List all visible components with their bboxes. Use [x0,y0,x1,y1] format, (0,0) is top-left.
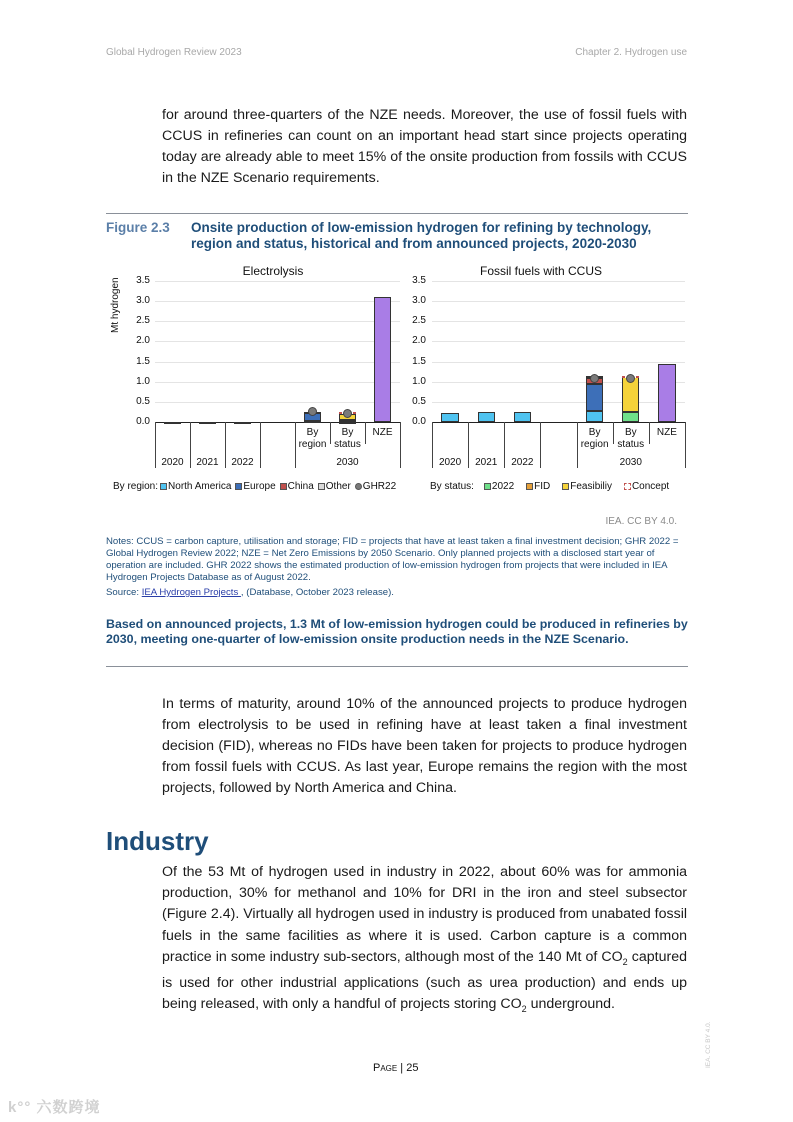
legend-label: Other [325,481,351,492]
category-separator [540,422,541,468]
category-label-2022: 2022 [231,457,254,468]
co2-subscript-1: 2 [622,956,628,967]
figure-label: Figure 2.3 [106,220,170,235]
y-tick-label: 1.0 [136,375,150,387]
gridline [155,362,400,363]
legend-region-other [318,481,351,492]
category-label-2022: 2022 [511,457,534,468]
bar-segment-north-america [441,413,458,422]
figure-title: Onsite production of low-emission hydrogen for refining by technology, region and status, historical and from announced projects, 2020-2030 [191,220,652,251]
page-number-value: 25 [406,1062,419,1074]
legend-swatch-icon [624,483,631,490]
industry-text-1: Of the 53 Mt of hydrogen used in industry in 2022, about 60% was for ammonia production, 30% for methanol and 10% for DRI in the iron and steel subsector (Figure 2.4). Virtually all hydrogen used in industry is produced from unabated fossil fuels in the same facilities as where it is used. Carbon capture is a common practice in some industry sub-sectors, although most of the 140 Mt of CO [162,864,687,965]
source-prefix: Source: [106,587,142,598]
legend-swatch-icon [235,483,242,490]
gridline [155,382,400,383]
source-link-iea-hydrogen-projects[interactable]: IEA Hydrogen Projects [141,587,241,598]
section-heading-industry: Industry [106,826,209,856]
page-number [373,1062,418,1074]
gridline [432,301,685,302]
legend-status-label: By status: [430,481,474,492]
legend-by-region [113,481,400,492]
y-tick-label: 0.0 [412,416,426,427]
bar-segment-north-america [304,421,321,423]
bar-segment-north-america [514,412,531,422]
bar-segment-nze [658,364,675,422]
gridline [155,301,400,302]
bar-segment-north-america [199,422,216,424]
category-label-by-status: By status [334,427,361,450]
page-separator: | [397,1062,407,1074]
legend-status-feasibiliy [562,481,612,492]
category-label-2021: 2021 [196,457,219,468]
gridline [155,321,400,322]
industry-text-3: underground. [526,996,615,1013]
category-label-nze: NZE [656,427,677,438]
figure-notes: Notes: CCUS = carbon capture, utilisation and storage; FID = projects that have at least taken a final investment decision; GHR 2022 = Global Hydrogen Review 2022; NZE = Net Zero Emissions by 2050 Scenario. Only planned projects with a disclosed start year of operation are included. GHR 2022 shows the estimated production of low-emission hydrogen from projects that were included in IEA Hydrogen Projects Database as of August 2022. [106,536,679,583]
industry-paragraph [162,862,687,1020]
legend-label: China [287,481,314,492]
gridline [432,382,685,383]
category-group-label-2030: 2030 [336,457,359,468]
figure-bottom-rule [106,666,688,667]
legend-swatch-icon [526,483,533,490]
gridline [432,321,685,322]
co2-subscript-2: 2 [521,1003,527,1014]
category-label-2021: 2021 [475,457,498,468]
gridline [432,402,685,403]
category-label-2020: 2020 [438,457,462,468]
legend-swatch-icon [160,483,167,490]
figure-source [106,587,688,599]
y-tick-label: 3.5 [136,275,150,286]
y-tick-label: 3.5 [412,275,426,286]
x-axis-line [432,422,685,423]
y-tick-label: 2.5 [136,315,150,327]
y-axis-label: Mt hydrogen [110,277,121,333]
intro-paragraph-text: for around three-quarters of the NZE needs. Moreover, the use of fossil fuels with CCUS in refineries can count on an important head start since projects operating today are already able to meet 15% of the onsite production from fossils with CCUS in the NZE Scenario requirements. [162,107,687,186]
category-separator [400,422,401,468]
figure-charts [0,0,793,500]
legend-swatch-icon [484,483,491,490]
legend-swatch-icon [280,483,287,490]
chart-title-fossil-ccus: Fossil fuels with CCUS [479,264,603,278]
y-tick-label: 0.0 [136,416,150,427]
source-suffix: , (Database, October 2023 release). [240,587,394,598]
y-tick-label: 3.0 [136,295,150,307]
legend-status-items [484,481,673,492]
y-tick-label: 0.5 [136,395,150,407]
legend-by-status [430,481,673,492]
bar-segment-north-america [586,411,603,422]
chart-title-electrolysis: Electrolysis [242,264,304,278]
category-label-2020: 2020 [161,457,184,468]
industry-text-2: captured is used for other industrial applications (such as urea production) and ends up being released, with only a handful of projects storing CO [162,948,687,1013]
bar-segment-north-america [164,422,181,424]
legend-label: Europe [243,481,276,492]
bar-segment-nze [374,297,391,422]
gridline [155,341,400,342]
category-separator [260,422,261,468]
category-label-by-status: By status [617,427,645,450]
legend-region-items [160,481,400,492]
page-word: Page [373,1062,398,1074]
maturity-paragraph-text: In terms of maturity, around 10% of the announced projects to produce hydrogen from electrolysis to be used in refining have at least taken a final investment decision (FID), whereas no FIDs have been taken for projects to produce hydrogen from fossil fuels with CCUS. As last year, Europe remains the region with the most projects, followed by North America and China. [162,696,687,796]
y-tick-label: 1.5 [136,355,150,367]
running-header-chapter: Chapter 2. Hydrogen use [575,47,687,58]
legend-status-concept [624,481,669,492]
legend-label: 2022 [491,481,515,492]
y-tick-label: 0.5 [412,395,426,407]
category-label-by-region: By region [580,427,609,450]
gridline [155,402,400,403]
legend-region-ghr22 [355,481,396,492]
gridline [155,281,400,282]
x-axis-line [155,422,400,423]
figure-key-message: Based on announced projects, 1.3 Mt of low-emission hydrogen could be produced in refineries by 2030, meeting one-quarter of low-emission onsite production needs in the NZE Scenario. [106,617,688,646]
y-tick-label: 1.5 [412,355,426,367]
bar-segment-north-america [234,422,251,424]
maturity-paragraph [162,694,687,799]
industry-paragraph-text [162,862,687,1020]
y-tick-label: 2.5 [412,315,426,327]
gridline [432,281,685,282]
watermark-logo: k°° 六数跨境 [8,1099,101,1116]
bar-segment-europe [586,384,603,411]
legend-label: Feasibiliy [570,481,612,492]
legend-region-north-america [160,481,231,492]
ghr22-marker [343,409,352,418]
legend-swatch-icon [562,483,569,490]
gridline [432,341,685,342]
bar-segment-2022 [622,412,639,422]
y-tick-label: 1.0 [412,375,426,387]
legend-swatch-icon [318,483,325,490]
legend-region-europe [235,481,275,492]
y-tick-label: 2.0 [412,335,426,347]
legend-region-china [280,481,314,492]
legend-label: North America [168,481,232,492]
y-tick-label: 3.0 [412,295,426,307]
category-separator [685,422,686,468]
category-label-nze: NZE [372,427,393,438]
bar-segment-fid [339,420,356,422]
legend-region-label: By region: [113,481,159,492]
legend-label: Concept [631,481,670,492]
legend-status-2022 [484,481,514,492]
side-credit: IEA. CC BY 4.0. [705,1021,712,1068]
running-header-title: Global Hydrogen Review 2023 [106,47,242,58]
y-tick-label: 2.0 [136,335,150,347]
bar-segment-north-america [478,412,495,422]
legend-label: GHR22 [362,481,397,492]
category-group-label-2030: 2030 [619,457,642,468]
figure-credit: IEA. CC BY 4.0. [605,516,677,527]
legend-label: FID [534,481,551,492]
gridline [432,362,685,363]
legend-swatch-icon [355,483,362,490]
legend-status-fid [526,481,550,492]
category-label-by-region: By region [298,427,327,450]
